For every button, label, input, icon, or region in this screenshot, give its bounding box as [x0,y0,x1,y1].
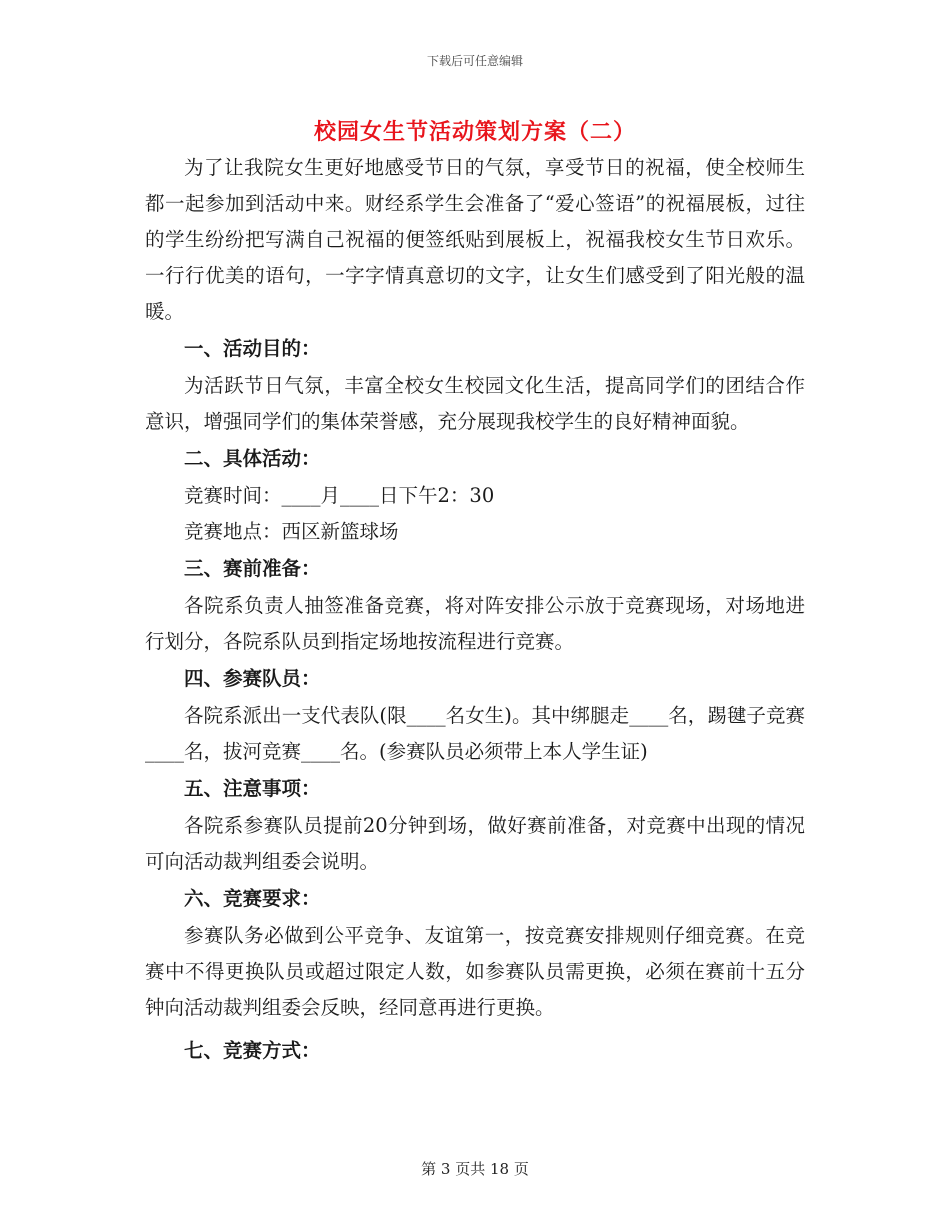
section-heading-format: 七、竞赛方式： [184,1039,321,1062]
section-heading-requirements: 六、竞赛要求： [184,887,321,910]
section-text-purpose: 为活跃节日气氛，丰富全校女生校园文化生活，提高同学们的团结合作意识，增强同学们的集体荣誉感，充分展现我校学生的良好精神面貌。 [145,374,805,433]
document-body [145,150,805,1070]
page-header: 下载后可任意编辑 [426,54,523,68]
section-heading-participants: 四、参赛队员： [184,667,321,690]
page-footer: 第 3 页共 18 页 [421,1160,529,1178]
section-text-requirements: 参赛队务必做到公平竞争、友谊第一，按竞赛安排规则仔细竞赛。在竞赛中不得更换队员或超过限定人数，如参赛队员需更换，必须在赛前十五分钟向活动裁判组委会反映，经同意再进行更换。 [145,924,805,1019]
document-title: 校园女生节活动策划方案（二） [313,119,636,145]
competition-time: 竞赛时间：____月____日下午2：30 [184,484,495,507]
section-text-participants: 各院系派出一支代表队(限____名女生)。其中绑腿走____名，踢毽子竞赛____名，拔河竞赛____名。(参赛队员必须带上本人学生证) [145,704,805,763]
section-heading-notes: 五、注意事项： [184,777,321,800]
section-text-preparation: 各院系负责人抽签准备竞赛，将对阵安排公示放于竞赛现场，对场地进行划分，各院系队员到指定场地按流程进行竞赛。 [145,594,805,653]
section-heading-purpose: 一、活动目的： [184,337,321,360]
competition-location: 竞赛地点：西区新篮球场 [184,520,399,543]
intro-paragraph: 为了让我院女生更好地感受节日的气氛，享受节日的祝福，使全校师生都一起参加到活动中来。财经系学生会准备了“爱心签语”的祝福展板，过往的学生纷纷把写满自己祝福的便签纸贴到展板上，祝福我校女生节日欢乐。一行行优美的语句，一字字情真意切的文字，让女生们感受到了阳光般的温暖。 [145,156,805,323]
section-text-notes: 各院系参赛队员提前20分钟到场，做好赛前准备，对竞赛中出现的情况可向活动裁判组委会说明。 [145,814,805,873]
section-heading-activities: 二、具体活动： [184,447,321,470]
section-heading-preparation: 三、赛前准备： [184,557,321,580]
